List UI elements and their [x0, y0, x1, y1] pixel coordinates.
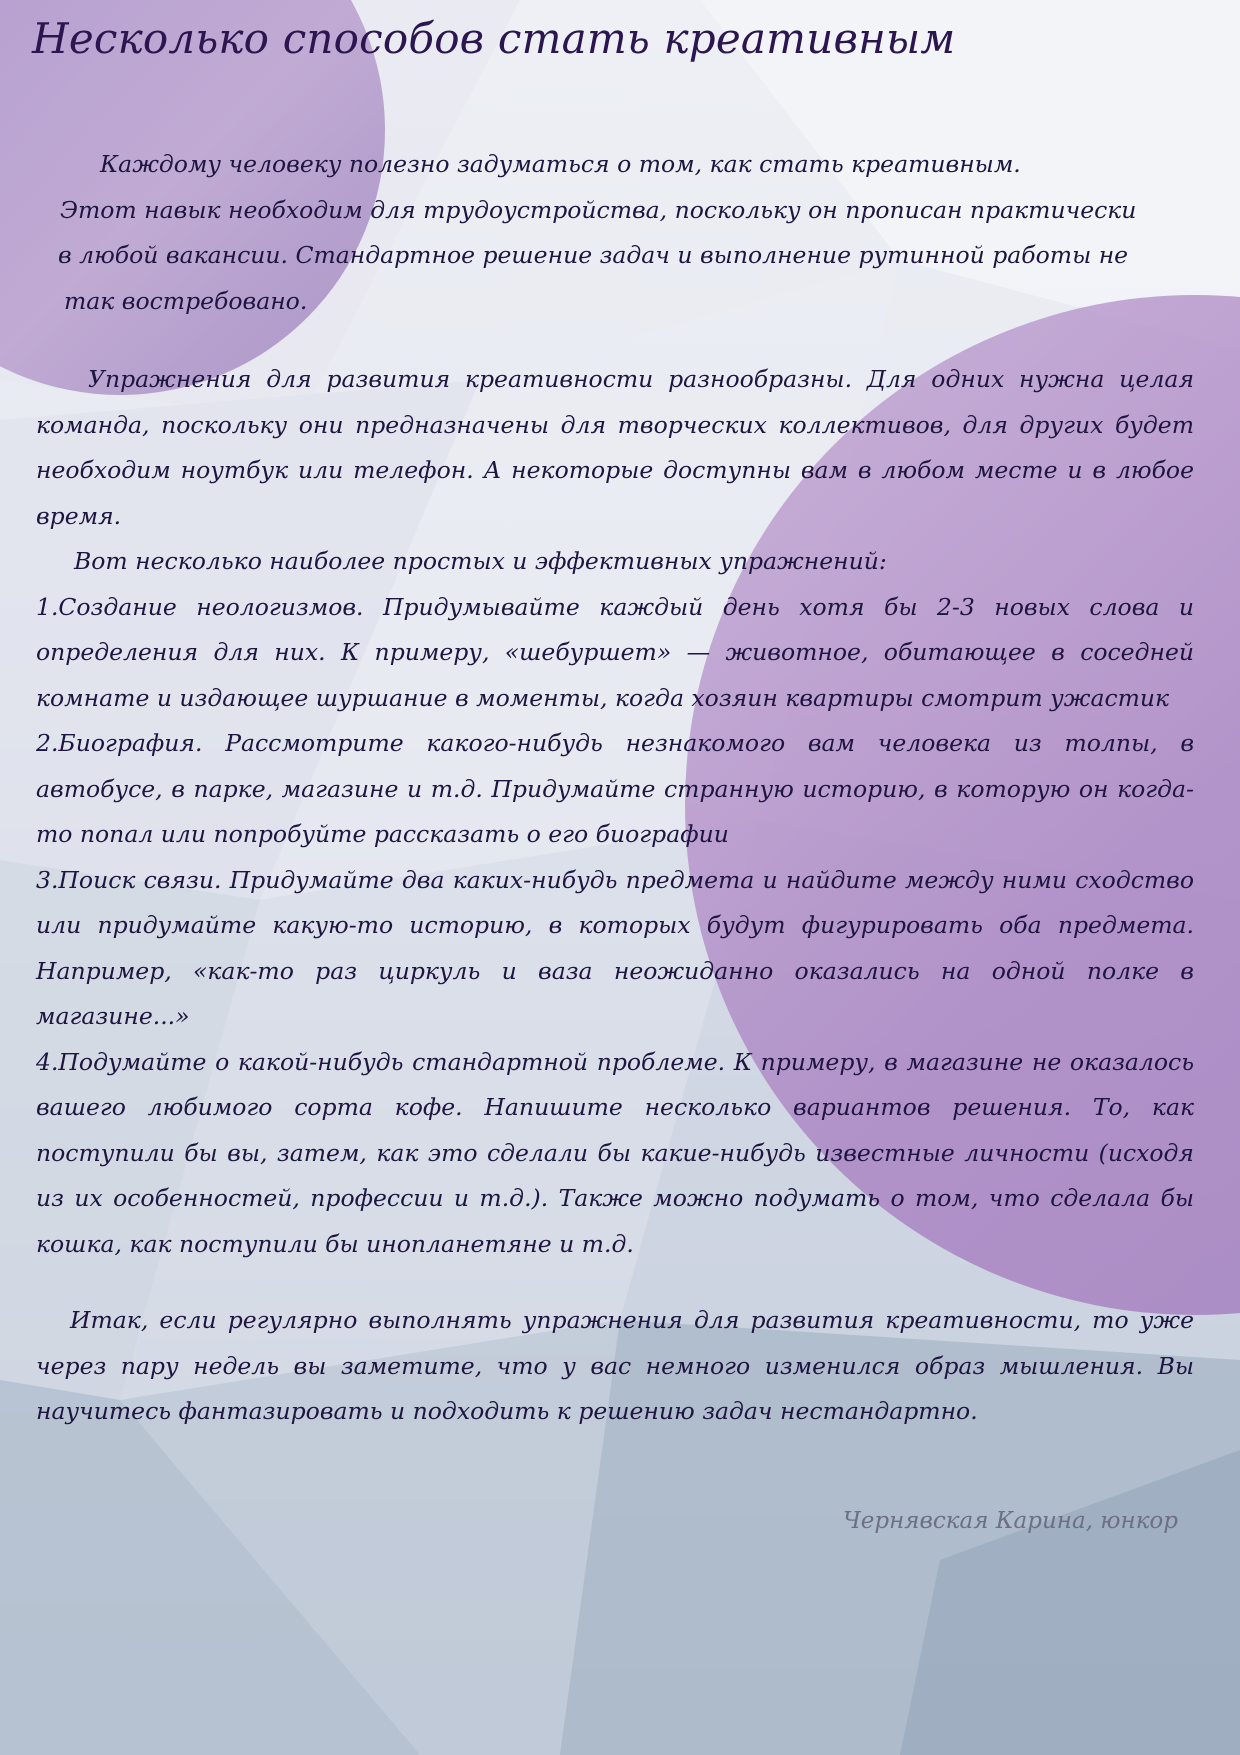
intro-line-3: в любой вакансии. Стандартное решение задач и выполнение рутинной работы не [58, 241, 1129, 269]
exercise-list [36, 539, 1194, 1267]
exercises-paragraph: Упражнения для развития креативности разнообразны. Для одних нужна целая команда, поскольку они предназначены для творческих коллективов, для других будет необходим ноутбук или телефон. А некоторые доступны вам в любом месте и в любое время. [36, 365, 1194, 530]
list-intro: Вот несколько наиболее простых и эффективных упражнений: [74, 547, 887, 575]
intro-paragraph [58, 142, 1188, 324]
list-item: 2.Биография. Рассмотрите какого-нибудь незнакомого вам человека из толпы, в автобусе, в парке, магазине и т.д. Придумайте странную историю, в которую он когда-то попал или попробуйте рассказать о его биографии [36, 729, 1194, 848]
list-item: 3.Поиск связи. Придумайте два каких-нибудь предмета и найдите между ними сходство или придумайте какую-то историю, в которых будут фигурировать оба предмета. Например, «как-то раз циркуль и ваза неожиданно оказались на одной полке в магазине...» [36, 865, 1194, 1030]
list-item: 1.Создание неологизмов. Придумывайте каждый день хотя бы 2-3 новых слова и определения для них. К примеру, «шебуршет» — животное, обитающее в соседней комнате и издающее шуршание в моменты, когда хозяин квартиры смотрит ужастик [36, 592, 1194, 712]
intro-line-2: Этот навык необходим для трудоустройства, поскольку он прописан практически [60, 195, 1137, 224]
author-signature: Чернявская Карина, юнкор [843, 1508, 1178, 1534]
intro-line-4: так востребовано. [64, 286, 308, 315]
list-item: 4.Подумайте о какой-нибудь стандартной проблеме. К примеру, в магазине не оказалось вашего любимого сорта кофе. Напишите несколько вариантов решения. То, как поступили бы вы, затем, как это сделали бы какие-нибудь известные личности (исходя из их особенностей, профессии и т.д.). Также можно подумать о том, что сделала бы кошка, как поступили бы инопланетяне и т.д. [36, 1047, 1194, 1258]
article-title: Несколько способов стать креативным [32, 14, 956, 63]
intro-line-1: Каждому человеку полезно задуматься о том, как стать креативным. [100, 150, 1021, 178]
conclusion-paragraph: Итак, если регулярно выполнять упражнения для развития креативности, то уже через пару недель вы заметите, что у вас немного изменился образ мышления. Вы научитесь фантазировать и подходить к решению задач нестандартно. [36, 1306, 1194, 1425]
